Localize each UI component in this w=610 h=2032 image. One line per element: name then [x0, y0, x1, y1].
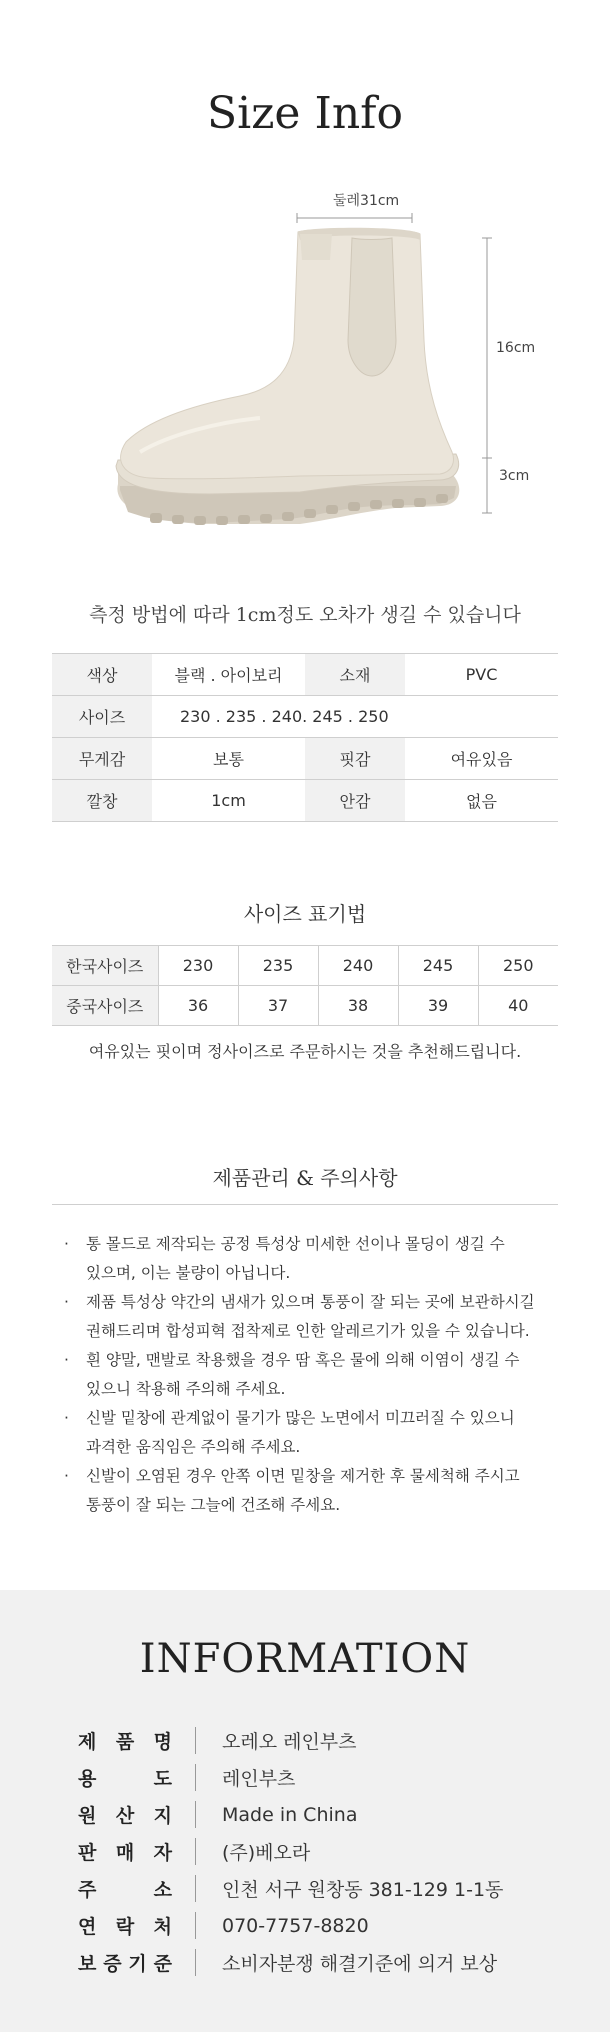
information-title: INFORMATION	[139, 1636, 471, 1682]
info-value: (주)베오라	[222, 1842, 311, 1864]
info-label-char: 용	[78, 1768, 97, 1790]
material-label: 소재	[305, 654, 405, 696]
info-row	[78, 1796, 578, 1833]
divider	[195, 1727, 196, 1754]
divider	[195, 1875, 196, 1902]
color-value: 블랙 . 아이보리	[152, 654, 305, 696]
table-row	[52, 696, 558, 738]
divider	[195, 1801, 196, 1828]
care-text: 신발이 오염된 경우 안쪽 이면 밑창을 제거한 후 물세척해 주시고	[86, 1467, 520, 1485]
korean-size-cell: 245	[398, 946, 478, 986]
bullet: ·	[64, 1467, 69, 1485]
divider	[52, 1204, 558, 1205]
info-label-char: 준	[153, 1953, 172, 1975]
info-value: 소비자분쟁 해결기준에 의거 보상	[222, 1953, 498, 1975]
table-row	[52, 986, 558, 1026]
size-value: 230 . 235 . 240. 245 . 250	[152, 696, 558, 738]
chinese-size-cell: 36	[158, 986, 238, 1026]
size-chart-title: 사이즈 표기법	[243, 902, 367, 926]
divider	[195, 1838, 196, 1865]
care-text: 제품 특성상 약간의 냄새가 있으며 통풍이 잘 되는 곳에 보관하시길	[86, 1293, 535, 1311]
divider	[195, 1912, 196, 1939]
info-label	[78, 1764, 172, 1791]
weight-label: 무게감	[52, 738, 152, 780]
care-text: 있으니 착용해 주의해 주세요.	[86, 1380, 286, 1398]
info-label-char: 연	[78, 1916, 97, 1938]
chinese-size-cell: 39	[398, 986, 478, 1026]
shaft-height-label: 16cm	[496, 340, 536, 356]
care-text: 흰 양말, 맨발로 착용했을 경우 땀 혹은 물에 의해 이염이 생길 수	[86, 1351, 520, 1369]
table-row	[52, 780, 558, 822]
info-label-char: 명	[153, 1731, 172, 1753]
korean-size-label: 한국사이즈	[52, 946, 158, 986]
table-row	[52, 654, 558, 696]
care-text: 과격한 움직임은 주의해 주세요.	[86, 1438, 301, 1456]
insole-label: 깔창	[52, 780, 152, 822]
info-label-char: 락	[115, 1916, 135, 1938]
information-rows	[78, 1722, 578, 1981]
list-item	[64, 1230, 564, 1288]
info-label-char: 처	[153, 1916, 172, 1938]
boot-illustration	[0, 190, 610, 550]
korean-size-cell: 235	[238, 946, 318, 986]
info-label	[78, 1727, 172, 1754]
table-row	[52, 946, 558, 986]
info-row	[78, 1907, 578, 1944]
info-label-char: 보	[78, 1953, 97, 1975]
table-row	[52, 738, 558, 780]
info-row	[78, 1870, 578, 1907]
care-text: 권해드리며 합성피혁 접착제로 인한 알레르기가 있을 수 있습니다.	[86, 1322, 530, 1340]
bullet: ·	[64, 1409, 69, 1427]
info-row	[78, 1944, 578, 1981]
size-chart-table	[52, 945, 558, 1026]
info-label-char: 지	[153, 1805, 172, 1827]
bullet: ·	[64, 1235, 69, 1253]
info-label-char: 증	[103, 1953, 122, 1975]
care-title: 제품관리 & 주의사항	[212, 1166, 398, 1190]
heel-height-label: 3cm	[499, 468, 530, 484]
info-label	[78, 1838, 172, 1865]
info-label-char: 주	[78, 1879, 97, 1901]
spec-table	[52, 653, 558, 822]
circumference-label: 둘레31cm	[333, 193, 400, 209]
divider	[195, 1949, 196, 1976]
info-row	[78, 1722, 578, 1759]
list-item	[64, 1404, 564, 1462]
size-label: 사이즈	[52, 696, 152, 738]
info-label-char: 도	[153, 1768, 172, 1790]
chinese-size-cell: 40	[478, 986, 558, 1026]
info-value: 인천 서구 원창동 381-129 1-1동	[222, 1879, 504, 1901]
info-label-char: 판	[78, 1842, 97, 1864]
care-text: 신발 밑창에 관계없이 물기가 많은 노면에서 미끄러질 수 있으니	[86, 1409, 515, 1427]
info-label-char: 자	[153, 1842, 172, 1864]
info-row	[78, 1759, 578, 1796]
lining-label: 안감	[305, 780, 405, 822]
care-text: 있으며, 이는 불량이 아닙니다.	[86, 1264, 291, 1282]
info-value: 오레오 레인부츠	[222, 1731, 357, 1753]
info-label	[78, 1912, 172, 1939]
measurement-notice: 측정 방법에 따라 1cm정도 오차가 생길 수 있습니다	[89, 604, 521, 626]
info-label	[78, 1949, 172, 1976]
page-title: Size Info	[207, 88, 403, 139]
info-label-char: 소	[153, 1879, 172, 1901]
chinese-size-label: 중국사이즈	[52, 986, 158, 1026]
list-item	[64, 1346, 564, 1404]
list-item	[64, 1288, 564, 1346]
care-text: 통풍이 잘 되는 그늘에 건조해 주세요.	[86, 1496, 341, 1514]
insole-value: 1cm	[152, 780, 305, 822]
korean-size-cell: 250	[478, 946, 558, 986]
chinese-size-cell: 37	[238, 986, 318, 1026]
korean-size-cell: 230	[158, 946, 238, 986]
care-list	[64, 1230, 564, 1520]
size-note: 여유있는 핏이며 정사이즈로 주문하시는 것을 추천해드립니다.	[88, 1042, 522, 1061]
care-text: 통 몰드로 제작되는 공정 특성상 미세한 선이나 몰딩이 생길 수	[86, 1235, 505, 1253]
info-label-char: 기	[128, 1953, 147, 1975]
divider	[195, 1764, 196, 1791]
info-value: 레인부츠	[222, 1768, 296, 1790]
info-value: Made in China	[222, 1803, 358, 1826]
chinese-size-cell: 38	[318, 986, 398, 1026]
info-label	[78, 1801, 172, 1828]
info-value: 070-7757-8820	[222, 1914, 369, 1937]
boot-image	[0, 190, 610, 550]
info-label-char: 원	[78, 1805, 97, 1827]
info-label-char: 산	[115, 1805, 135, 1827]
bullet: ·	[64, 1351, 69, 1369]
information-section	[0, 1590, 610, 2032]
fit-value: 여유있음	[405, 738, 558, 780]
weight-value: 보통	[152, 738, 305, 780]
list-item	[64, 1462, 564, 1520]
bullet: ·	[64, 1293, 69, 1311]
info-row	[78, 1833, 578, 1870]
color-label: 색상	[52, 654, 152, 696]
info-label-char: 품	[115, 1731, 135, 1753]
lining-value: 없음	[405, 780, 558, 822]
info-label-char: 제	[78, 1731, 97, 1753]
info-label	[78, 1875, 172, 1902]
info-label-char: 매	[115, 1842, 135, 1864]
material-value: PVC	[405, 654, 558, 696]
fit-label: 핏감	[305, 738, 405, 780]
korean-size-cell: 240	[318, 946, 398, 986]
